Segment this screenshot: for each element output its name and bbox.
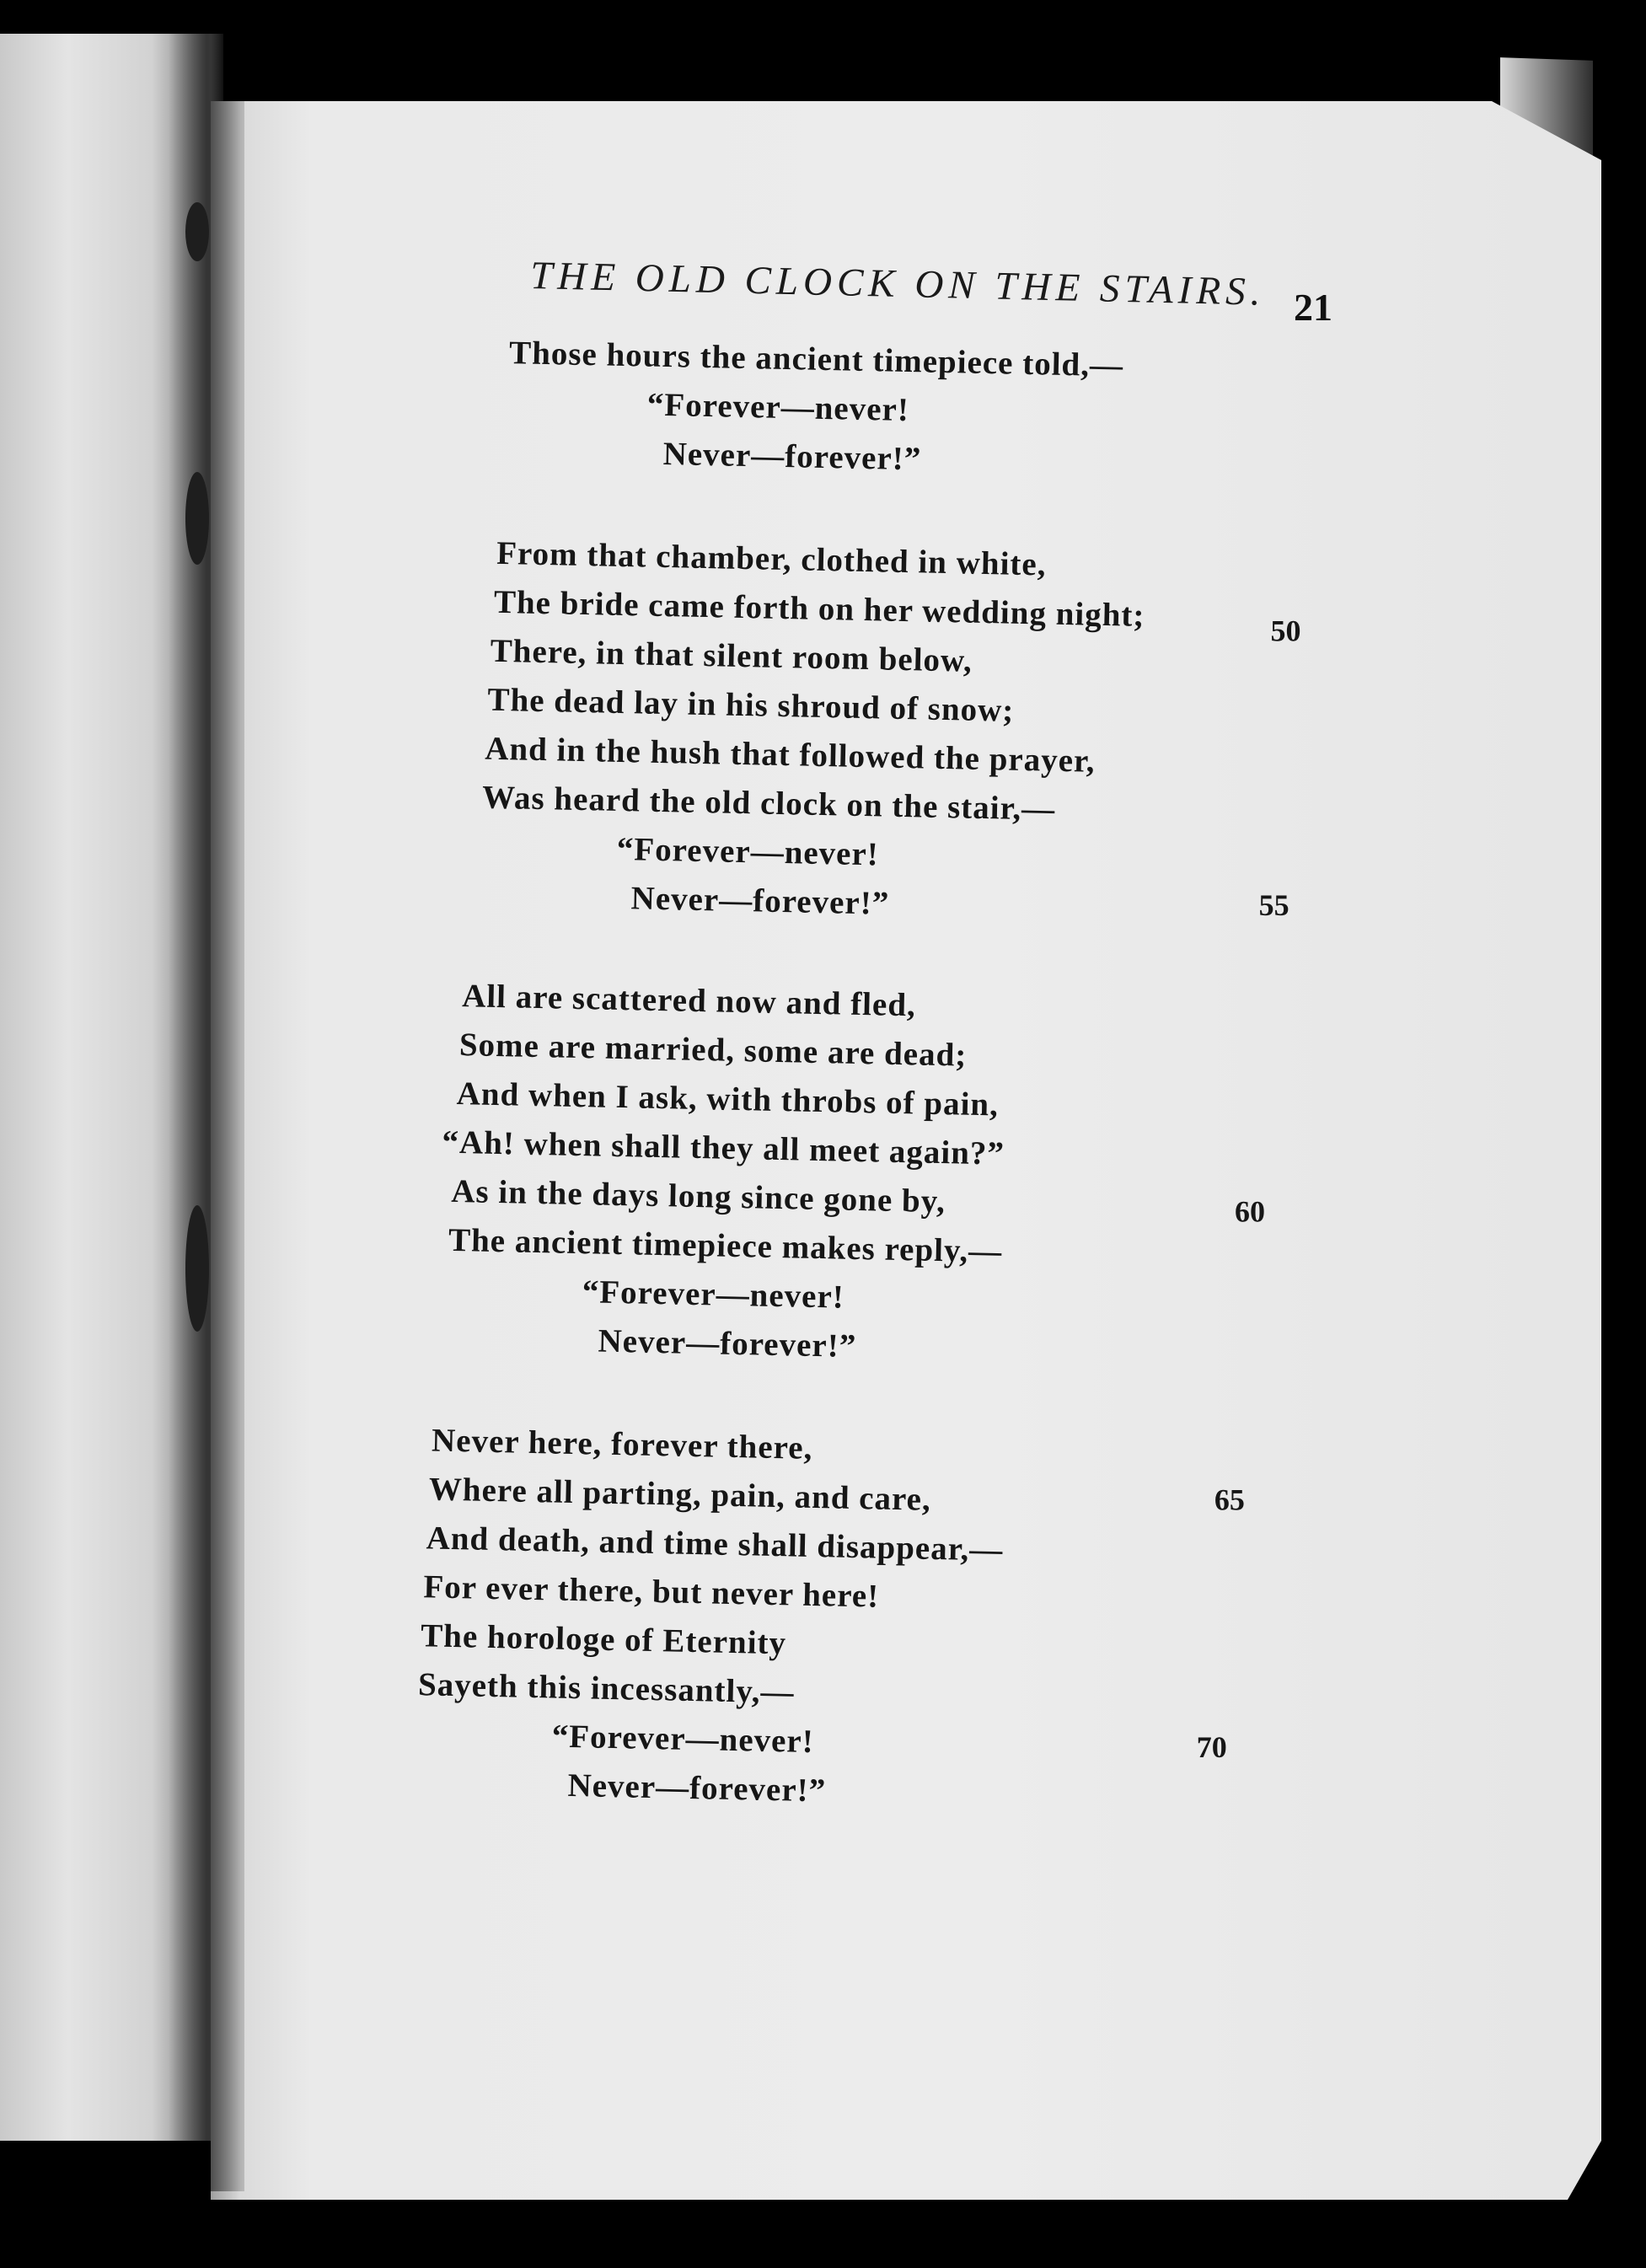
poem-line: And death, and time shall disappear,— (426, 1520, 1004, 1568)
poem-line: The horologe of Eternity (420, 1617, 787, 1662)
poem-line: For ever there, but never here! (423, 1568, 880, 1615)
poem-line: Was heard the old clock on the stair,— (481, 779, 1056, 828)
poem-line: Those hours the ancient timepiece told,— (508, 335, 1124, 384)
poem-line: “Forever—never! (551, 1718, 815, 1761)
poem-line: The bride came forth on her wedding night; (493, 583, 1145, 634)
poem-line: Never—forever!” (598, 1322, 857, 1365)
poem-line: There, in that silent room below, (490, 632, 973, 679)
line-number: 55 (1258, 888, 1289, 923)
poem-line: Sayeth this incessantly,— (417, 1666, 795, 1711)
poem-line: Never here, forever there, (431, 1422, 813, 1466)
page-number: 21 (1294, 286, 1332, 329)
poem-line: Where all parting, pain, and care, (428, 1471, 932, 1518)
line-number: 70 (1196, 1729, 1227, 1764)
line-number: 65 (1214, 1483, 1245, 1517)
poem-line: Never—forever!” (630, 880, 890, 922)
poem-line: “Forever—never! (616, 830, 880, 873)
poem-line: All are scattered now and fled, (461, 978, 917, 1024)
poem-line: From that chamber, clothed in white, (496, 534, 1047, 583)
poem-line: Some are married, some are dead; (458, 1027, 968, 1074)
poem-line: Never—forever!” (567, 1767, 827, 1810)
poem-line: Never—forever!” (662, 435, 922, 478)
poem-line: As in the days long since gone by, (450, 1172, 946, 1220)
line-number: 60 (1235, 1194, 1266, 1229)
line-number: 50 (1270, 614, 1301, 648)
running-title: THE OLD CLOCK ON THE STAIRS. (529, 253, 1267, 314)
poem-line: “Forever—never! (582, 1273, 845, 1316)
poem-line: “Forever—never! (646, 386, 910, 429)
poem-line: And in the hush that followed the prayer, (484, 730, 1096, 780)
poem-line: The ancient timepiece makes reply,— (448, 1221, 1003, 1270)
poem-line: The dead lay in his shroud of snow; (487, 681, 1015, 729)
poem-line: “Ah! when shall they all meet again?” (442, 1123, 1005, 1172)
poem-line: And when I ask, with throbs of pain, (456, 1075, 1000, 1123)
